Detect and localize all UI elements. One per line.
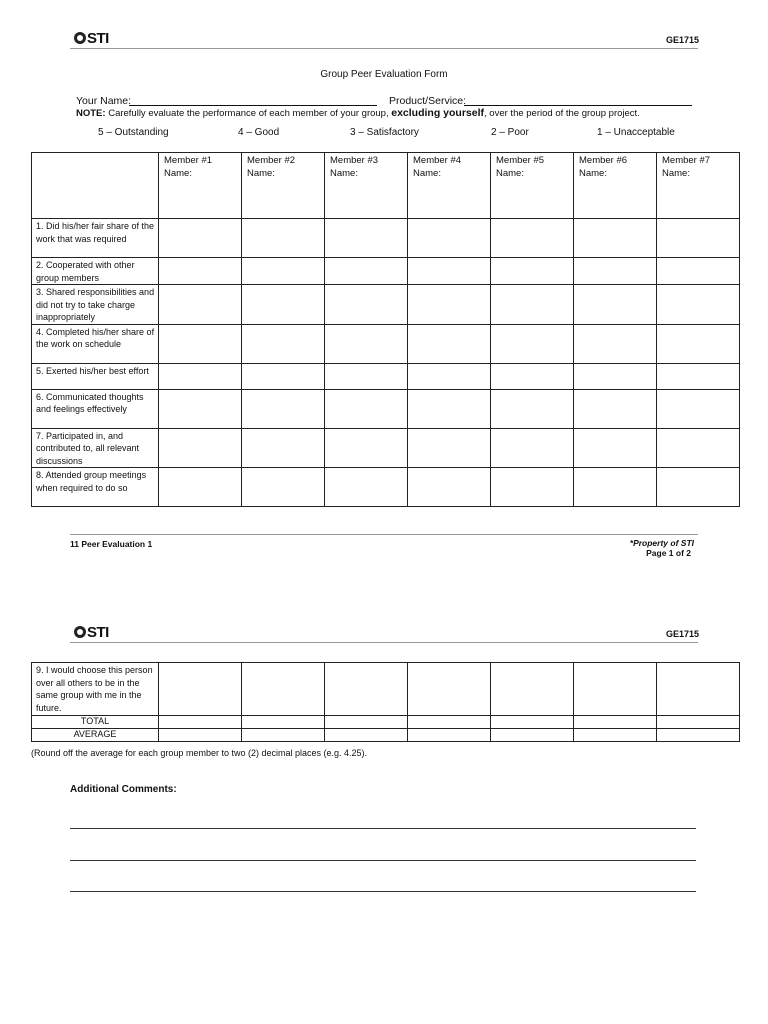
score-cell[interactable]	[325, 468, 408, 507]
total-cell[interactable]	[491, 716, 574, 729]
table-row	[32, 663, 740, 716]
criterion-6: 6. Communicated thoughts and feelings effectively	[32, 389, 159, 428]
product-service-field[interactable]	[464, 94, 692, 106]
sti-logo-page2: STI	[74, 624, 109, 641]
score-cell[interactable]	[574, 428, 657, 468]
note-bold: excluding yourself	[391, 107, 485, 119]
average-cell[interactable]	[574, 729, 657, 742]
total-cell[interactable]	[159, 716, 242, 729]
table-row	[32, 219, 740, 258]
score-cell[interactable]	[159, 258, 242, 285]
score-cell[interactable]	[159, 389, 242, 428]
score-cell[interactable]	[574, 258, 657, 285]
score-cell[interactable]	[574, 468, 657, 507]
score-cell[interactable]	[657, 389, 740, 428]
sti-logo-mark-icon	[74, 626, 86, 638]
footer-property: *Property of STI	[629, 538, 694, 548]
sti-logo-mark-icon	[74, 32, 86, 44]
score-cell[interactable]	[408, 389, 491, 428]
criterion-9: 9. I would choose this person over all others to be in the same group with me in the future.	[32, 663, 159, 716]
score-cell[interactable]	[574, 324, 657, 363]
score-cell[interactable]	[574, 285, 657, 325]
footer-doc-title: 11 Peer Evaluation 1	[70, 539, 153, 549]
total-row	[32, 716, 740, 729]
average-cell[interactable]	[657, 729, 740, 742]
scale-3: 3 – Satisfactory	[350, 127, 419, 138]
note-line	[76, 107, 640, 119]
score-cell[interactable]	[491, 258, 574, 285]
score-cell[interactable]	[159, 428, 242, 468]
score-cell[interactable]	[657, 285, 740, 325]
average-row	[32, 729, 740, 742]
table-row	[32, 468, 740, 507]
score-cell[interactable]	[159, 363, 242, 389]
total-cell[interactable]	[408, 716, 491, 729]
score-cell[interactable]	[574, 219, 657, 258]
note-text-1: Carefully evaluate the performance of each member of your group,	[105, 108, 392, 119]
table-row	[32, 389, 740, 428]
score-cell[interactable]	[657, 468, 740, 507]
table-row	[32, 285, 740, 325]
total-cell[interactable]	[657, 716, 740, 729]
score-cell[interactable]	[408, 324, 491, 363]
score-cell[interactable]	[242, 663, 325, 716]
note-text-2: , over the period of the group project.	[484, 108, 640, 119]
score-cell[interactable]	[242, 468, 325, 507]
average-label: AVERAGE	[32, 729, 159, 742]
table-row	[32, 428, 740, 468]
score-cell[interactable]	[408, 258, 491, 285]
member-header-7: Member #7 Name:	[657, 153, 740, 219]
score-cell[interactable]	[408, 363, 491, 389]
score-cell[interactable]	[657, 663, 740, 716]
score-cell[interactable]	[491, 389, 574, 428]
score-cell[interactable]	[491, 285, 574, 325]
member-header-3: Member #3 Name:	[325, 153, 408, 219]
average-cell[interactable]	[491, 729, 574, 742]
scale-5: 5 – Outstanding	[98, 127, 169, 138]
score-cell[interactable]	[491, 324, 574, 363]
criterion-8: 8. Attended group meetings when required to do so	[32, 468, 159, 507]
criterion-7: 7. Participated in, and contributed to, all relevant discussions	[32, 428, 159, 468]
average-cell[interactable]	[408, 729, 491, 742]
comment-line-2[interactable]	[70, 860, 696, 861]
score-cell[interactable]	[408, 285, 491, 325]
form-title: Group Peer Evaluation Form	[320, 69, 448, 80]
score-cell[interactable]	[491, 219, 574, 258]
round-off-note: (Round off the average for each group member to two (2) decimal places (e.g. 4.25).	[31, 748, 368, 758]
score-cell[interactable]	[325, 663, 408, 716]
score-cell[interactable]	[491, 468, 574, 507]
score-cell[interactable]	[242, 389, 325, 428]
score-cell[interactable]	[408, 219, 491, 258]
note-label: NOTE:	[76, 108, 106, 119]
score-cell[interactable]	[574, 363, 657, 389]
score-cell[interactable]	[242, 258, 325, 285]
member-header-4: Member #4 Name:	[408, 153, 491, 219]
criterion-3: 3. Shared responsibilities and did not try to take charge inappropriately	[32, 285, 159, 325]
score-cell[interactable]	[657, 324, 740, 363]
scale-1: 1 – Unacceptable	[597, 127, 675, 138]
score-cell[interactable]	[325, 285, 408, 325]
scale-4: 4 – Good	[238, 127, 280, 138]
score-cell[interactable]	[159, 285, 242, 325]
score-cell[interactable]	[657, 219, 740, 258]
table-row	[32, 258, 740, 285]
score-cell[interactable]	[325, 363, 408, 389]
score-cell[interactable]	[325, 428, 408, 468]
table-row	[32, 324, 740, 363]
score-cell[interactable]	[408, 428, 491, 468]
header-corner	[32, 153, 159, 219]
total-cell[interactable]	[325, 716, 408, 729]
score-cell[interactable]	[325, 389, 408, 428]
footer-rule	[70, 534, 698, 535]
criterion-5: 5. Exerted his/her best effort	[32, 363, 159, 389]
score-cell[interactable]	[325, 258, 408, 285]
product-service-label: Product/Service:	[389, 95, 467, 107]
additional-comments-label: Additional Comments:	[70, 784, 177, 795]
score-cell[interactable]	[325, 219, 408, 258]
member-header-5: Member #5 Name:	[491, 153, 574, 219]
criterion-4: 4. Completed his/her share of the work on schedule	[32, 324, 159, 363]
score-cell[interactable]	[159, 219, 242, 258]
document-code: GE1715	[666, 35, 700, 45]
score-cell[interactable]	[574, 389, 657, 428]
your-name-label: Your Name:	[76, 95, 132, 107]
total-label: TOTAL	[32, 716, 159, 729]
criterion-2: 2. Cooperated with other group members	[32, 258, 159, 285]
score-cell[interactable]	[159, 663, 242, 716]
header-rule-page2	[70, 642, 698, 643]
score-cell[interactable]	[657, 363, 740, 389]
member-header-2: Member #2 Name:	[242, 153, 325, 219]
comment-line-3[interactable]	[70, 891, 696, 892]
score-cell[interactable]	[159, 468, 242, 507]
your-name-field[interactable]	[129, 94, 377, 106]
score-cell[interactable]	[242, 428, 325, 468]
average-cell[interactable]	[242, 729, 325, 742]
evaluation-table	[31, 152, 740, 507]
score-cell[interactable]	[574, 663, 657, 716]
header-rule	[70, 48, 698, 49]
score-cell[interactable]	[491, 428, 574, 468]
member-header-6: Member #6 Name:	[574, 153, 657, 219]
score-cell[interactable]	[242, 285, 325, 325]
average-cell[interactable]	[159, 729, 242, 742]
member-header-1: Member #1 Name:	[159, 153, 242, 219]
score-cell[interactable]	[491, 663, 574, 716]
document-code-page2: GE1715	[666, 629, 700, 639]
score-cell[interactable]	[657, 428, 740, 468]
scale-2: 2 – Poor	[491, 127, 529, 138]
sti-logo: STI	[74, 30, 109, 47]
criterion-1: 1. Did his/her fair share of the work that was required	[32, 219, 159, 258]
score-cell[interactable]	[657, 258, 740, 285]
footer-page-number: Page 1 of 2	[646, 548, 691, 558]
score-cell[interactable]	[242, 219, 325, 258]
table-row	[32, 363, 740, 389]
score-cell[interactable]	[242, 363, 325, 389]
score-cell[interactable]	[408, 468, 491, 507]
score-cell[interactable]	[491, 363, 574, 389]
evaluation-table-page2	[31, 662, 740, 742]
score-cell[interactable]	[408, 663, 491, 716]
average-cell[interactable]	[325, 729, 408, 742]
score-cell[interactable]	[325, 324, 408, 363]
comment-line-1[interactable]	[70, 828, 696, 829]
score-cell[interactable]	[159, 324, 242, 363]
score-cell[interactable]	[242, 324, 325, 363]
total-cell[interactable]	[242, 716, 325, 729]
total-cell[interactable]	[574, 716, 657, 729]
